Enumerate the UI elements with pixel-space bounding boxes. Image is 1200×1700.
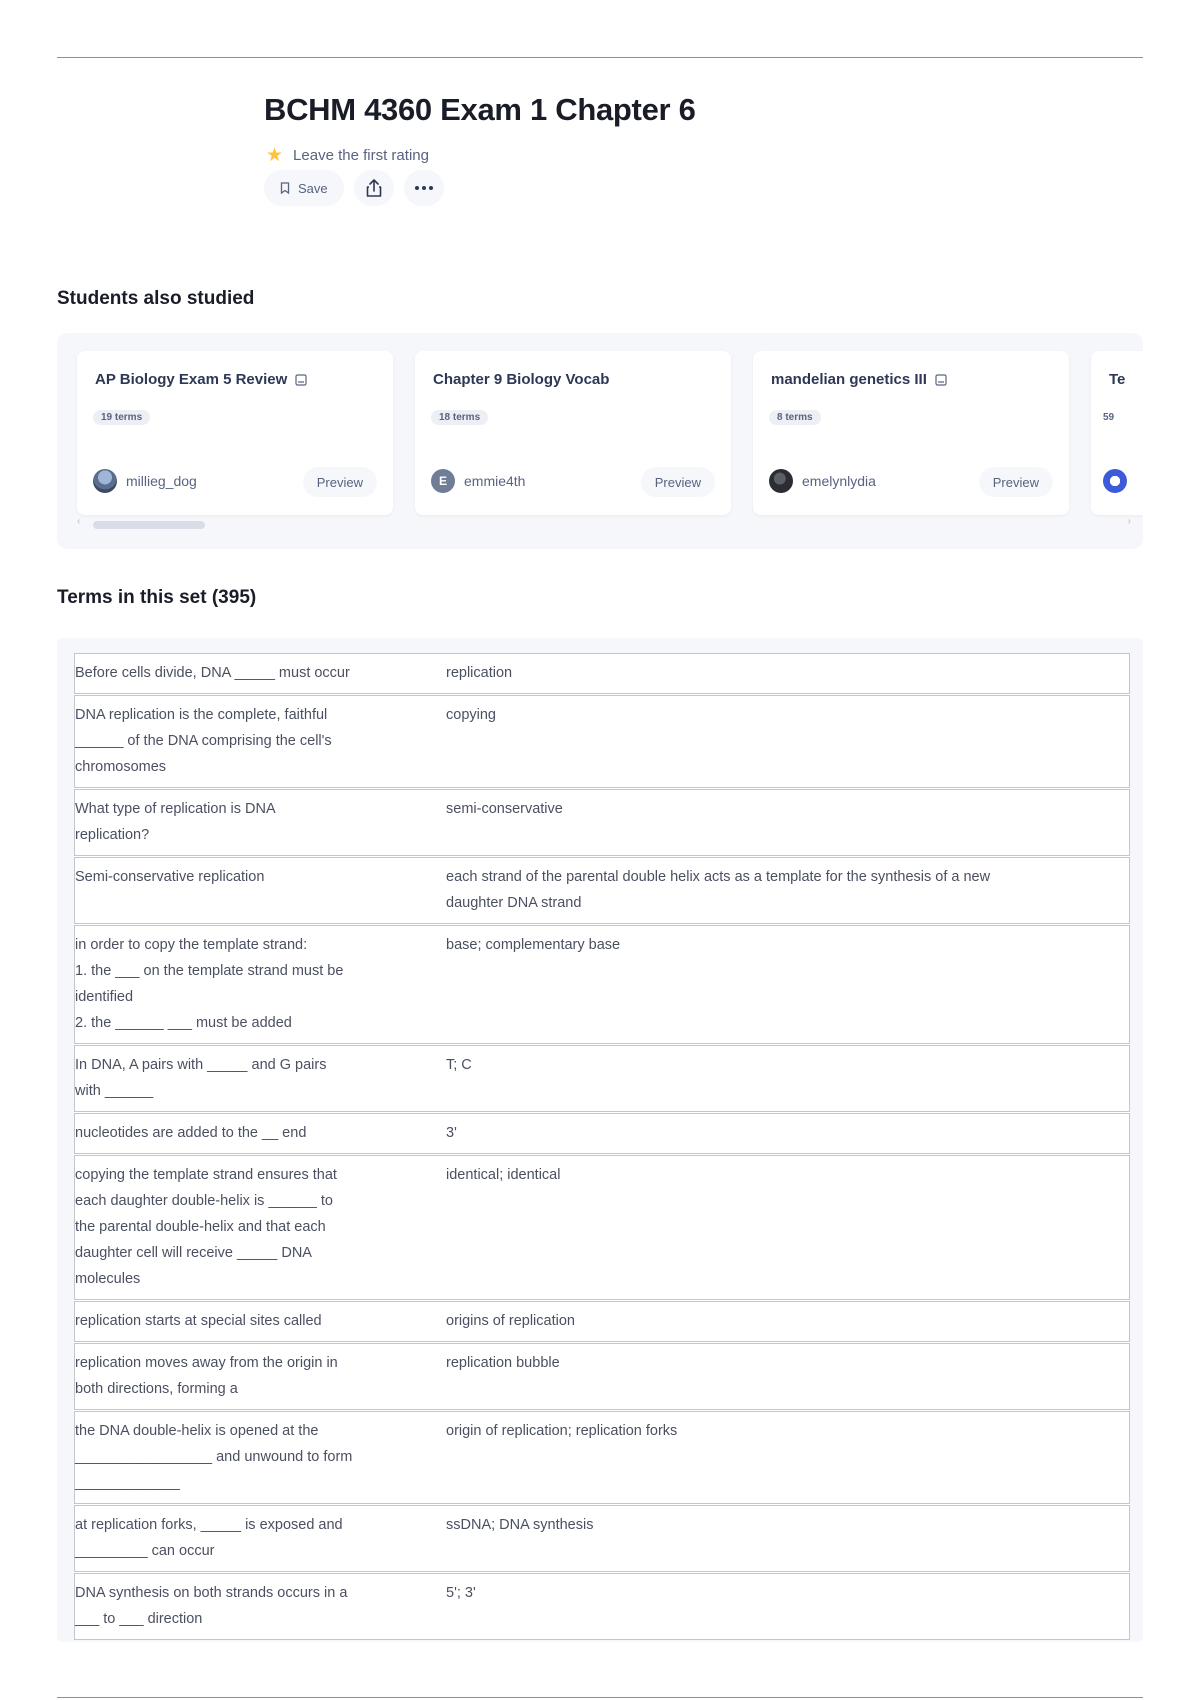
set-actions bbox=[264, 170, 444, 206]
card-title-row bbox=[95, 371, 307, 388]
card-author[interactable] bbox=[1103, 469, 1127, 493]
share-icon bbox=[365, 178, 383, 198]
definition-text: replication bubble bbox=[446, 1355, 560, 1371]
term-cell bbox=[75, 695, 415, 789]
term-text: DNA replication is the complete, faithful ______ of the DNA comprising the cell's chromosomes bbox=[75, 707, 332, 775]
term-cell bbox=[75, 1113, 415, 1155]
term-cell bbox=[75, 789, 415, 857]
avatar bbox=[1103, 469, 1127, 493]
term-cell bbox=[75, 1573, 415, 1640]
preview-button[interactable]: Preview bbox=[979, 467, 1053, 497]
related-sets-carousel bbox=[57, 333, 1143, 549]
definition-cell bbox=[414, 1301, 1130, 1343]
more-icon bbox=[414, 185, 434, 191]
rating-row[interactable] bbox=[266, 146, 429, 165]
term-cell bbox=[75, 1411, 415, 1505]
card-author[interactable] bbox=[769, 469, 876, 493]
term-cell bbox=[75, 1505, 415, 1573]
author-name: emmie4th bbox=[464, 473, 526, 489]
term-text: replication moves away from the origin in both directions, forming a bbox=[75, 1355, 338, 1397]
term-text: DNA synthesis on both strands occurs in a ___ to ___ direction bbox=[75, 1585, 348, 1627]
term-cell bbox=[75, 925, 415, 1045]
definition-cell bbox=[414, 789, 1130, 857]
preview-button[interactable]: Preview bbox=[641, 467, 715, 497]
scroll-right-arrow-icon[interactable]: › bbox=[1127, 516, 1131, 527]
definition-text: origins of replication bbox=[446, 1313, 575, 1329]
term-text: In DNA, A pairs with _____ and G pairs with ______ bbox=[75, 1057, 327, 1099]
term-count-badge: 8 terms bbox=[769, 410, 821, 425]
term-row bbox=[75, 1411, 1130, 1505]
definition-cell bbox=[414, 654, 1130, 695]
definition-text: 5'; 3' bbox=[446, 1585, 476, 1601]
term-row bbox=[75, 695, 1130, 789]
star-icon: ★ bbox=[266, 145, 284, 166]
term-row bbox=[75, 1301, 1130, 1343]
card-author[interactable] bbox=[93, 469, 197, 493]
term-row bbox=[75, 1113, 1130, 1155]
term-cell bbox=[75, 1155, 415, 1301]
term-text: What type of replication is DNA replication? bbox=[75, 801, 276, 843]
term-cell bbox=[75, 654, 415, 695]
term-row bbox=[75, 789, 1130, 857]
avatar: E bbox=[431, 469, 455, 493]
definition-cell bbox=[414, 1155, 1130, 1301]
definition-cell bbox=[414, 1113, 1130, 1155]
definition-cell bbox=[414, 857, 1130, 925]
terms-heading: Terms in this set (395) bbox=[57, 587, 257, 608]
definition-text: each strand of the parental double helix acts as a template for the synthesis of a new daughter DNA strand bbox=[446, 869, 991, 911]
term-text: replication starts at special sites called bbox=[75, 1313, 322, 1329]
term-row bbox=[75, 1505, 1130, 1573]
related-set-card[interactable] bbox=[1091, 351, 1143, 515]
related-set-card[interactable] bbox=[77, 351, 393, 515]
term-text: at replication forks, _____ is exposed and _________ can occur bbox=[75, 1517, 343, 1559]
card-title-row bbox=[1109, 371, 1125, 388]
share-button[interactable] bbox=[354, 170, 394, 206]
author-name: emelynlydia bbox=[802, 473, 876, 489]
related-set-card[interactable] bbox=[753, 351, 1069, 515]
definition-text: ssDNA; DNA synthesis bbox=[446, 1517, 594, 1533]
rating-link[interactable]: Leave the first rating bbox=[293, 147, 429, 164]
author-name: millieg_dog bbox=[126, 473, 197, 489]
definition-cell bbox=[414, 925, 1130, 1045]
more-options-button[interactable] bbox=[404, 170, 444, 206]
card-title: mandelian genetics III bbox=[771, 371, 927, 388]
term-count-badge: 18 terms bbox=[431, 410, 488, 425]
definition-cell bbox=[414, 1411, 1130, 1505]
term-row bbox=[75, 925, 1130, 1045]
term-text: copying the template strand ensures that each daughter double-helix is ______ to the parental double-helix and that each daughter cell will receive _____ DNA molecules bbox=[75, 1167, 337, 1287]
term-cell bbox=[75, 1045, 415, 1113]
term-cell bbox=[75, 1301, 415, 1343]
terms-table bbox=[74, 653, 1130, 1640]
term-text: in order to copy the template strand: 1. the ___ on the template strand must be identified 2. the ______ ___ must be added bbox=[75, 937, 344, 1031]
carousel-scrollbar[interactable] bbox=[93, 521, 205, 529]
avatar bbox=[93, 469, 117, 493]
term-text: the DNA double-helix is opened at the _________________ and unwound to form _____________ bbox=[75, 1423, 353, 1491]
avatar bbox=[769, 469, 793, 493]
flashcard-set-icon bbox=[295, 374, 307, 386]
term-cell bbox=[75, 1343, 415, 1411]
flashcard-set-icon bbox=[935, 374, 947, 386]
term-count-badge: 59 bbox=[1103, 412, 1115, 423]
definition-cell bbox=[414, 1343, 1130, 1411]
definition-text: base; complementary base bbox=[446, 937, 621, 953]
definition-text: copying bbox=[446, 707, 496, 723]
card-title: Chapter 9 Biology Vocab bbox=[433, 371, 610, 388]
page-title: BCHM 4360 Exam 1 Chapter 6 bbox=[264, 92, 696, 127]
card-author[interactable] bbox=[431, 469, 525, 493]
term-text: Semi-conservative replication bbox=[75, 869, 265, 885]
definition-cell bbox=[414, 1045, 1130, 1113]
term-row bbox=[75, 857, 1130, 925]
definition-text: origin of replication; replication forks bbox=[446, 1423, 678, 1439]
definition-text: replication bbox=[446, 665, 513, 681]
term-row bbox=[75, 1573, 1130, 1640]
students-also-studied-heading: Students also studied bbox=[57, 288, 255, 309]
related-set-card[interactable] bbox=[415, 351, 731, 515]
term-row bbox=[75, 1045, 1130, 1113]
top-divider bbox=[57, 57, 1143, 58]
term-row bbox=[75, 1155, 1130, 1301]
definition-text: T; C bbox=[446, 1057, 472, 1073]
preview-button[interactable]: Preview bbox=[303, 467, 377, 497]
terms-panel bbox=[57, 638, 1143, 1642]
term-text: nucleotides are added to the __ end bbox=[75, 1125, 307, 1141]
card-title: AP Biology Exam 5 Review bbox=[95, 371, 288, 388]
card-title-row bbox=[771, 371, 947, 388]
card-title: Te bbox=[1109, 371, 1126, 388]
scroll-left-arrow-icon[interactable]: ‹ bbox=[77, 516, 81, 527]
definition-text: 3' bbox=[446, 1125, 457, 1141]
save-button[interactable] bbox=[264, 170, 344, 206]
card-title-row bbox=[433, 371, 609, 388]
save-button-label: Save bbox=[298, 180, 328, 196]
term-count-badge: 19 terms bbox=[93, 410, 150, 425]
definition-text: semi-conservative bbox=[446, 801, 563, 817]
bottom-divider bbox=[57, 1697, 1143, 1698]
term-text: Before cells divide, DNA _____ must occur bbox=[75, 665, 350, 681]
bookmark-icon bbox=[280, 182, 290, 194]
definition-text: identical; identical bbox=[446, 1167, 561, 1183]
term-row bbox=[75, 654, 1130, 695]
term-cell bbox=[75, 857, 415, 925]
definition-cell bbox=[414, 1573, 1130, 1640]
definition-cell bbox=[414, 695, 1130, 789]
term-row bbox=[75, 1343, 1130, 1411]
definition-cell bbox=[414, 1505, 1130, 1573]
